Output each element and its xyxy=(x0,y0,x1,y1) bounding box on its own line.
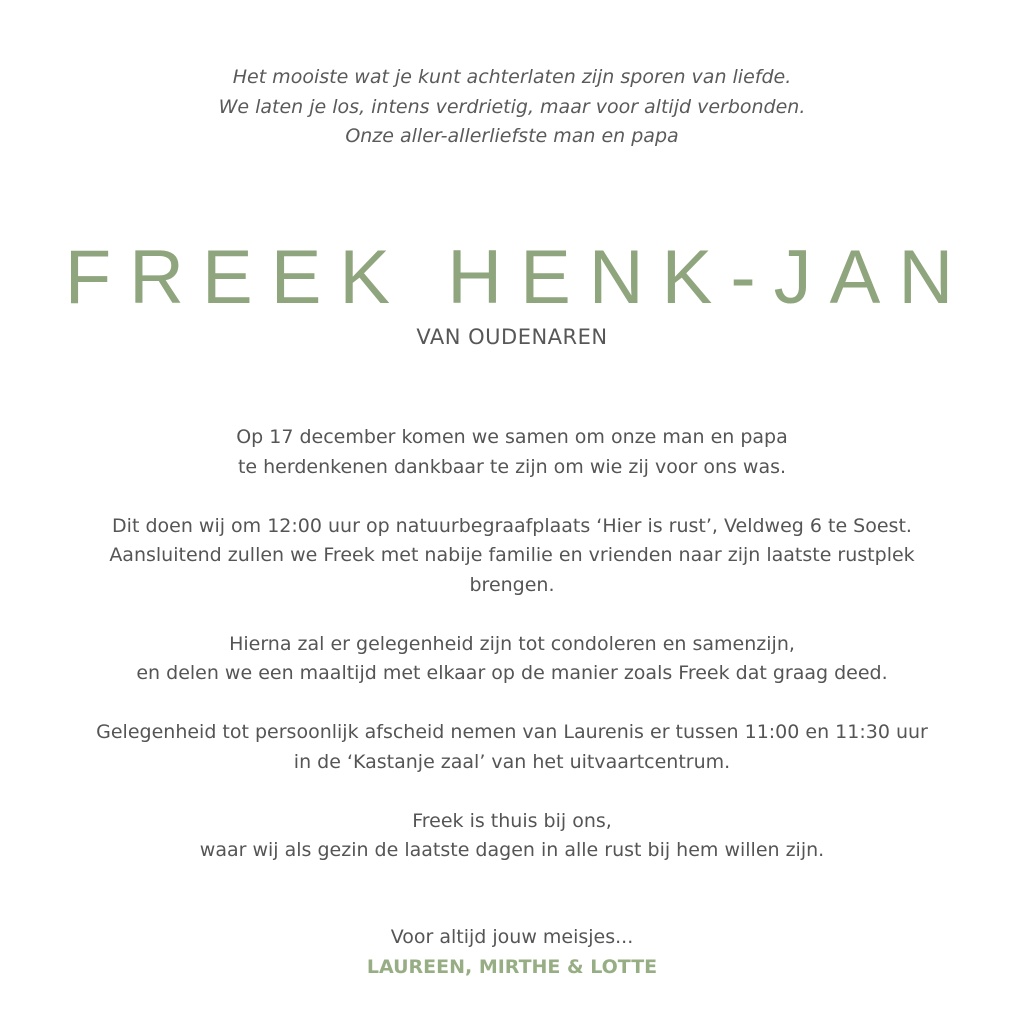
first-names-heading: FREEK HENK-JAN xyxy=(64,235,972,320)
paragraph-burial xyxy=(40,512,984,601)
paragraph-home xyxy=(40,807,984,866)
paragraph-line: Freek is thuis bij ons, xyxy=(412,809,612,832)
paragraph-condolences xyxy=(40,630,984,689)
paragraph-line: Op 17 december komen we samen om onze man en papa xyxy=(236,426,788,448)
paragraph-line: waar wij als gezin de laatste dagen in alle rust bij hem willen zijn. xyxy=(199,839,825,861)
paragraph-line: Aansluitend zullen we Freek met nabije familie en vrienden naar zijn laatste rustplek xyxy=(109,544,915,566)
paragraph-line: en delen we een maaltijd met elkaar op de manier zoals Freek dat graag deed. xyxy=(136,662,888,684)
paragraph-line: Hierna zal er gelegenheid zijn tot condoleren en samenzijn, xyxy=(229,632,795,655)
paragraph-line: Gelegenheid tot persoonlijk afscheid nemen van Laurenis er tussen 11:00 en 11:30 uur xyxy=(96,721,928,743)
closing-text: Voor altijd jouw meisjes... xyxy=(390,926,634,948)
signature-names: LAUREEN, MIRTHE & LOTTE xyxy=(366,956,658,978)
paragraph-line: brengen. xyxy=(469,573,555,596)
intro-line: Onze aller-allerliefste man en papa xyxy=(345,125,679,147)
intro-line: Het mooiste wat je kunt achterlaten zijn sporen van liefde. xyxy=(232,66,792,88)
paragraph-line: te herdenkenen dankbaar te zijn om wie zij voor ons was. xyxy=(237,455,787,478)
surname-subheading: VAN OUDENAREN xyxy=(416,325,608,349)
paragraph-line: Dit doen wij om 12:00 uur op natuurbegraafplaats ‘Hier is rust’, Veldweg 6 te Soest. xyxy=(112,514,912,537)
paragraph-gathering xyxy=(40,423,984,482)
intro-quote xyxy=(0,63,1024,152)
intro-line: We laten je los, intens verdrietig, maar voor altijd verbonden. xyxy=(218,95,806,118)
closing-line xyxy=(0,923,1024,953)
paragraph-line: in de ‘Kastanje zaal’ van het uitvaartcentrum. xyxy=(293,750,731,773)
announcement-body xyxy=(40,423,984,895)
paragraph-farewell xyxy=(40,718,984,777)
